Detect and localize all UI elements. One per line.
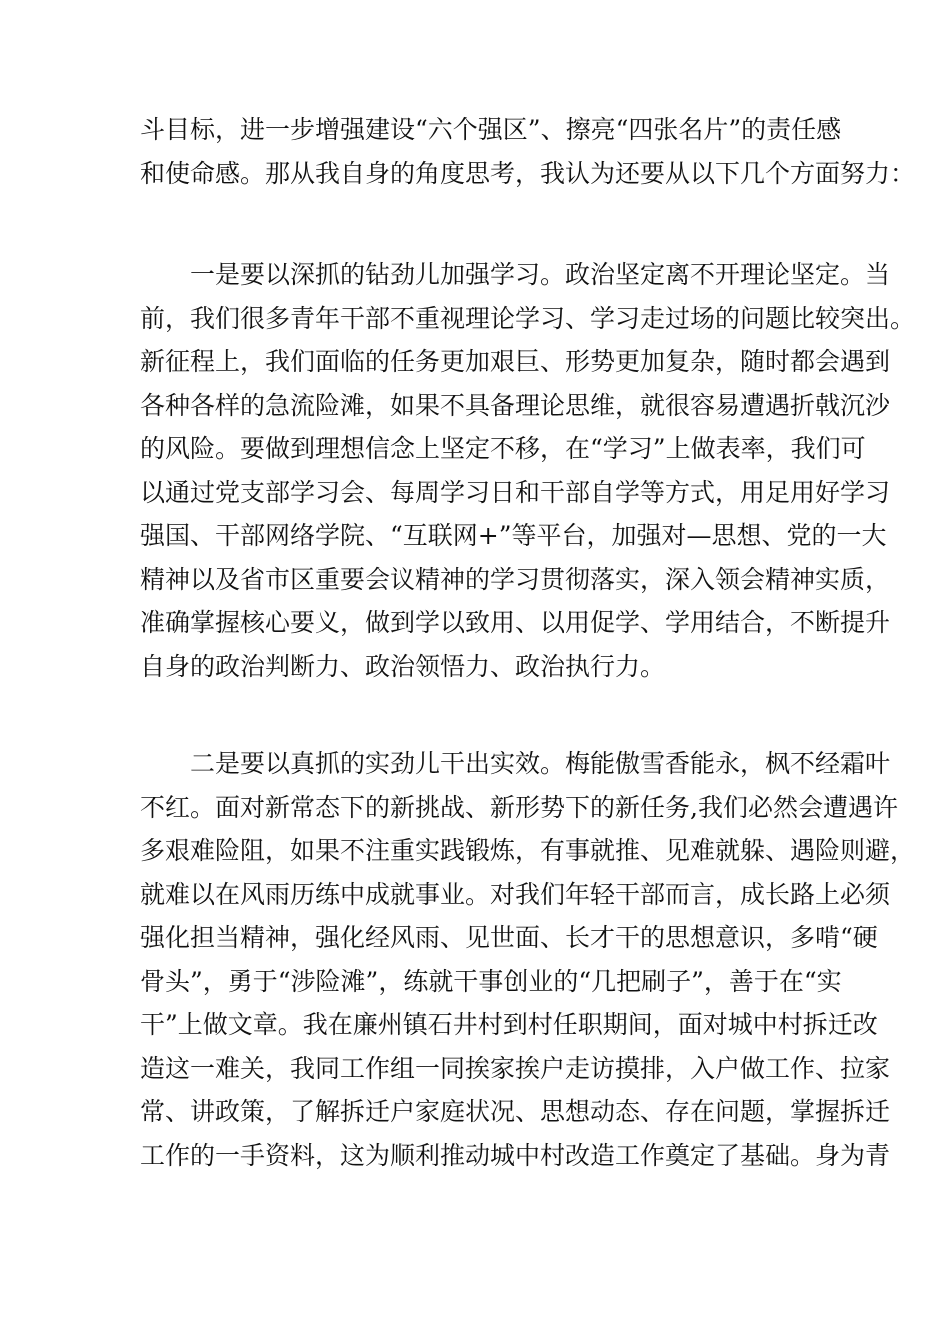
paragraph-line: 工作的一手资料，这为顺利推动城中村改造工作奠定了基础。身为青 — [140, 1140, 891, 1170]
paragraph-line: 骨头”，勇于“涉险滩”，练就干事创业的“几把刷子”，善于在“实 — [140, 966, 842, 996]
paragraph-line: 多艰难险阻，如果不注重实践锻炼，有事就推、见难就躲、遇险则避， — [140, 836, 916, 865]
paragraph-line: 造这一难关，我同工作组一同挨家挨户走访摸排，入户做工作、拉家 — [140, 1053, 891, 1083]
paragraph-line: 强化担当精神，强化经风雨、见世面、长才干的思想意识，多啃“硬 — [140, 923, 878, 952]
paragraph-line: 干”上做文章。我在廉州镇石井村到村任职期间，面对城中村拆迁改 — [140, 1010, 878, 1039]
paragraph-point-two — [140, 742, 916, 1177]
paragraph-line: 各种各样的急流险滩，如果不具备理论思维，就很容易遭遇折戟沉沙 — [140, 390, 891, 420]
paragraph-line: 常、讲政策，了解拆迁户家庭状况、思想动态、存在问题，掌握拆迁 — [140, 1097, 891, 1126]
paragraph-intro-continuation — [140, 108, 916, 195]
paragraph-line: 精神以及省市区重要会议精神的学习贯彻落实，深入领会精神实质， — [140, 564, 891, 594]
paragraph-line: 准确掌握核心要义，做到学以致用、以用促学、学用结合，不断提升 — [140, 608, 891, 637]
paragraph-line: 和使命感。那从我自身的角度思考，我认为还要从以下几个方面努力： — [140, 158, 916, 188]
paragraph-line: 以通过党支部学习会、每周学习日和干部自学等方式，用足用好学习 — [140, 477, 891, 507]
paragraph-line: 新征程上，我们面临的任务更加艰巨、形势更加复杂，随时都会遇到 — [140, 347, 891, 376]
paragraph-line: 的风险。要做到理想信念上坚定不移，在“学习”上做表率，我们可 — [140, 434, 866, 463]
paragraph-point-one — [140, 253, 916, 688]
paragraph-line: 强国、干部网络学院、“互联网+”等平台，加强对—思想、党的一大 — [140, 521, 887, 550]
paragraph-line: 不红。面对新常态下的新挑战、新形势下的新任务,我们必然会遭遇许 — [140, 792, 898, 822]
paragraph-line: 一是要以深抓的钻劲儿加强学习。政治坚定离不开理论坚定。当 — [190, 260, 891, 289]
paragraph-line: 前，我们很多青年干部不重视理论学习、学习走过场的问题比较突出。 — [140, 303, 916, 333]
paragraph-line: 就难以在风雨历练中成就事业。对我们年轻干部而言，成长路上必须 — [140, 879, 891, 909]
paragraph-line: 斗目标，进一步增强建设“六个强区”、擦亮“四张名片”的责任感 — [140, 115, 842, 144]
paragraph-line: 自身的政治判断力、政治领悟力、政治执行力。 — [140, 651, 666, 681]
paragraph-line: 二是要以真抓的实劲儿干出实效。梅能傲雪香能永，枫不经霜叶 — [190, 749, 891, 778]
